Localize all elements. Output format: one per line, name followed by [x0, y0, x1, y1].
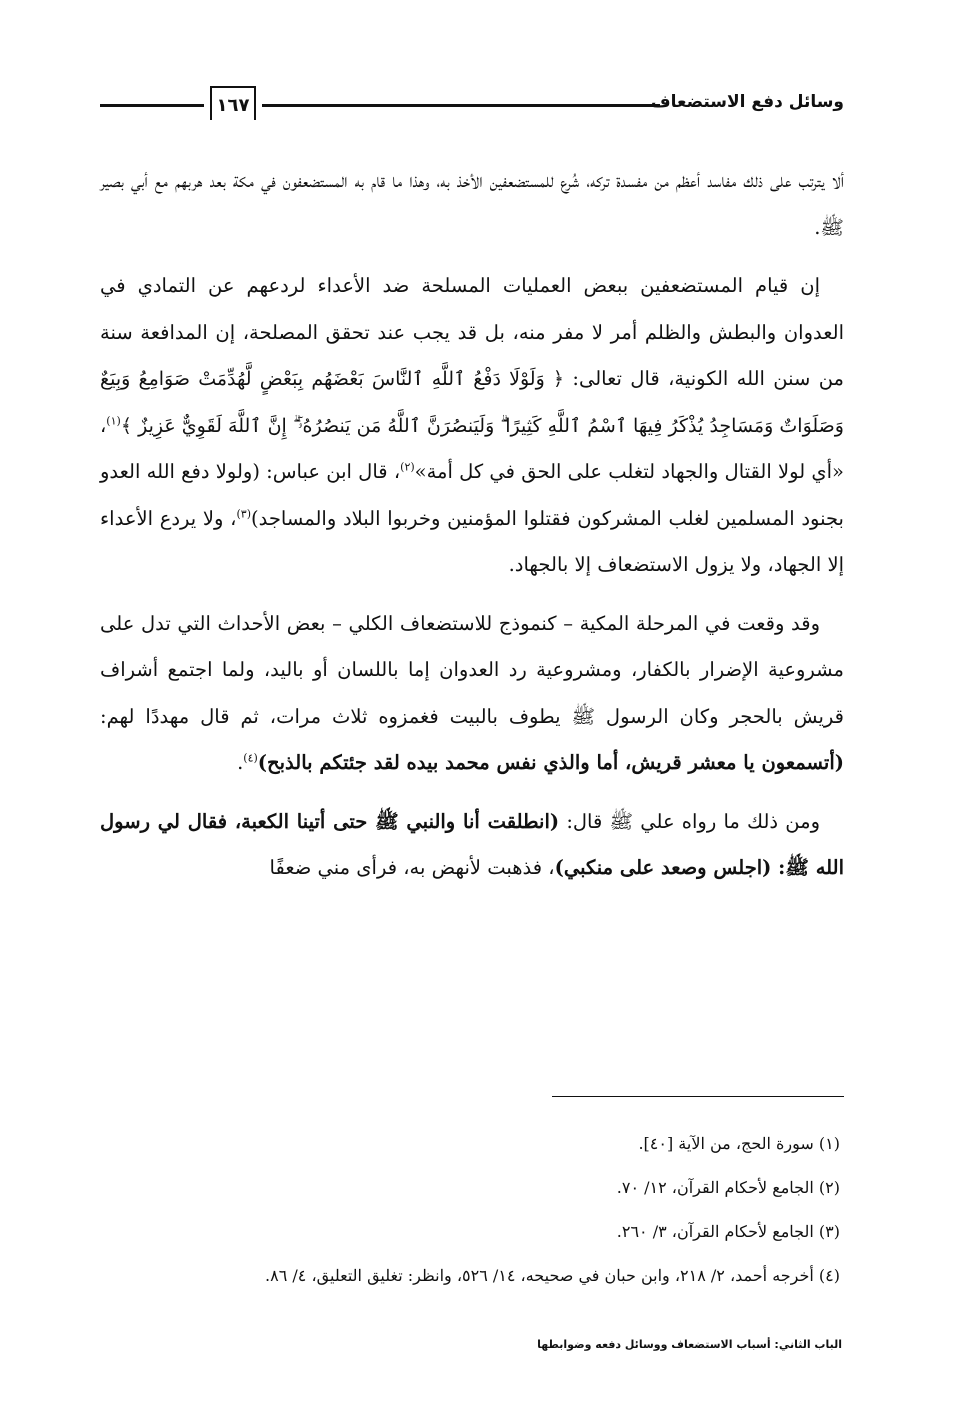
page-number: ١٦٧ [210, 86, 256, 120]
header-rule-left [100, 104, 204, 107]
footnote-ref-3[interactable]: (٣) [236, 507, 251, 520]
paragraph-2 [100, 263, 844, 589]
paragraph-2-text-c: ، قال ابن عباس: (ولولا دفع الله العدو بجنود المسلمين لغلب المشركون فقتلوا المؤمنين وخربوا البلاد والمساجد) [100, 460, 844, 530]
footnote-3: (٣) الجامع لأحكام القرآن، ٣/ ٢٦٠. [616, 1222, 840, 1241]
footnote-2: (٢) الجامع لأحكام القرآن، ١٢/ ٧٠. [616, 1178, 840, 1197]
footnote-separator [552, 1096, 844, 1097]
footnotes [100, 1122, 840, 1298]
running-title: وسائل دفع الاستضعاف [650, 92, 844, 112]
paragraph-4-text-a: ومن ذلك ما رواه علي ﷺ قال: [559, 809, 820, 833]
paragraph-3-text-b: . [237, 751, 244, 774]
quran-verse: ﴿ وَلَوْلَا دَفْعُ ٱللَّهِ ٱلنَّاسَ بَعْضَهُم بِبَعْضٍ لَّهُدِّمَتْ صَوَامِعُ وَبِيَعٌ وَصَلَوَاتٌ وَمَسَاجِدُ يُذْكَرُ فِيهَا ٱسْمُ ٱللَّهِ كَثِيرًا ۗ وَلَيَنصُرَنَّ ٱللَّهُ مَن يَنصُرُهُۥٓ ۗ إِنَّ ٱللَّهَ لَقَوِيٌّ عَزِيزٌ ﴾ [100, 368, 844, 437]
paragraph-3 [100, 601, 844, 787]
footnote-1: (١) سورة الحج، من الآية [٤٠]. [638, 1134, 840, 1153]
header-rule-right [262, 104, 660, 107]
paragraph-4-text-b: ، فذهبت لأنهض به، فرأى مني ضعفًا [269, 856, 555, 879]
paragraph-2-text-d: ، ولا يردع الأعداء إلا الجهاد، ولا يزول الاستضعاف إلا بالجهاد. [100, 506, 844, 576]
paragraph-2-text-a: إن قيام المستضعفين ببعض العمليات المسلحة ضد الأعداء لردعهم عن التمادي في العدوان والبطش والظلم أمر لا مفر منه، بل قد يجب عند تحقق المصلحة، إن المدافعة سنة من سنن الله الكونية، قال تعالى: [100, 274, 844, 390]
footnote-ref-1[interactable]: (١) [106, 414, 121, 427]
chapter-footer: الباب الثاني: أسباب الاستضعاف ووسائل دفعه وضوابطها [537, 1338, 842, 1351]
paragraph-2-text-b: ، «أي لولا القتال والجهاد لتغلب على الحق في كل أمة» [100, 413, 844, 483]
paragraph-3-text-a: وقد وقعت في المرحلة المكية – كنموذج للاستضعاف الكلي – بعض الأحداث التي تدل على مشروعية الإضرار بالكفار، ومشروعية رد العدوان إما باللسان أو باليد، ولما اجتمع أشراف قريش بالحجر وكان الرسول ﷺ يطوف بالبيت فغمزوه ثلاث مرات، ثم قال مهددًا لهم: [100, 611, 844, 728]
body-text [100, 158, 844, 904]
footnote-ref-2[interactable]: (٢) [400, 460, 415, 474]
paragraph-1: ألا يترتب على ذلك مفاسد أعظم من مفسدة تركه، شُرع للمستضعفين الأخذ به، وهذا ما قام به المستضعفون في مكة بعد هربهم مع أبي بصير ﷺ. [100, 169, 844, 239]
paragraph-4-quote: (انطلقت أنا والنبي ﷺ حتى أتينا الكعبة، فقال لي رسول الله ﷺ: (اجلس وصعد على منكبي) [100, 809, 844, 879]
page-header [100, 82, 844, 126]
footnote-4: (٤) أخرجه أحمد، ٢/ ٢١٨، وابن حبان في صحيحه، ١٤/ ٥٢٦، وانظر: تغليق التعليق، ٤/ ٨٦. [265, 1266, 840, 1285]
paragraph-3-quote: (أتسمعون يا معشر قريش، أما والذي نفس محمد بيده لقد جئتكم بالذبح) [257, 751, 844, 774]
footnote-ref-4[interactable]: (٤) [243, 751, 258, 765]
paragraph-4 [100, 799, 844, 892]
